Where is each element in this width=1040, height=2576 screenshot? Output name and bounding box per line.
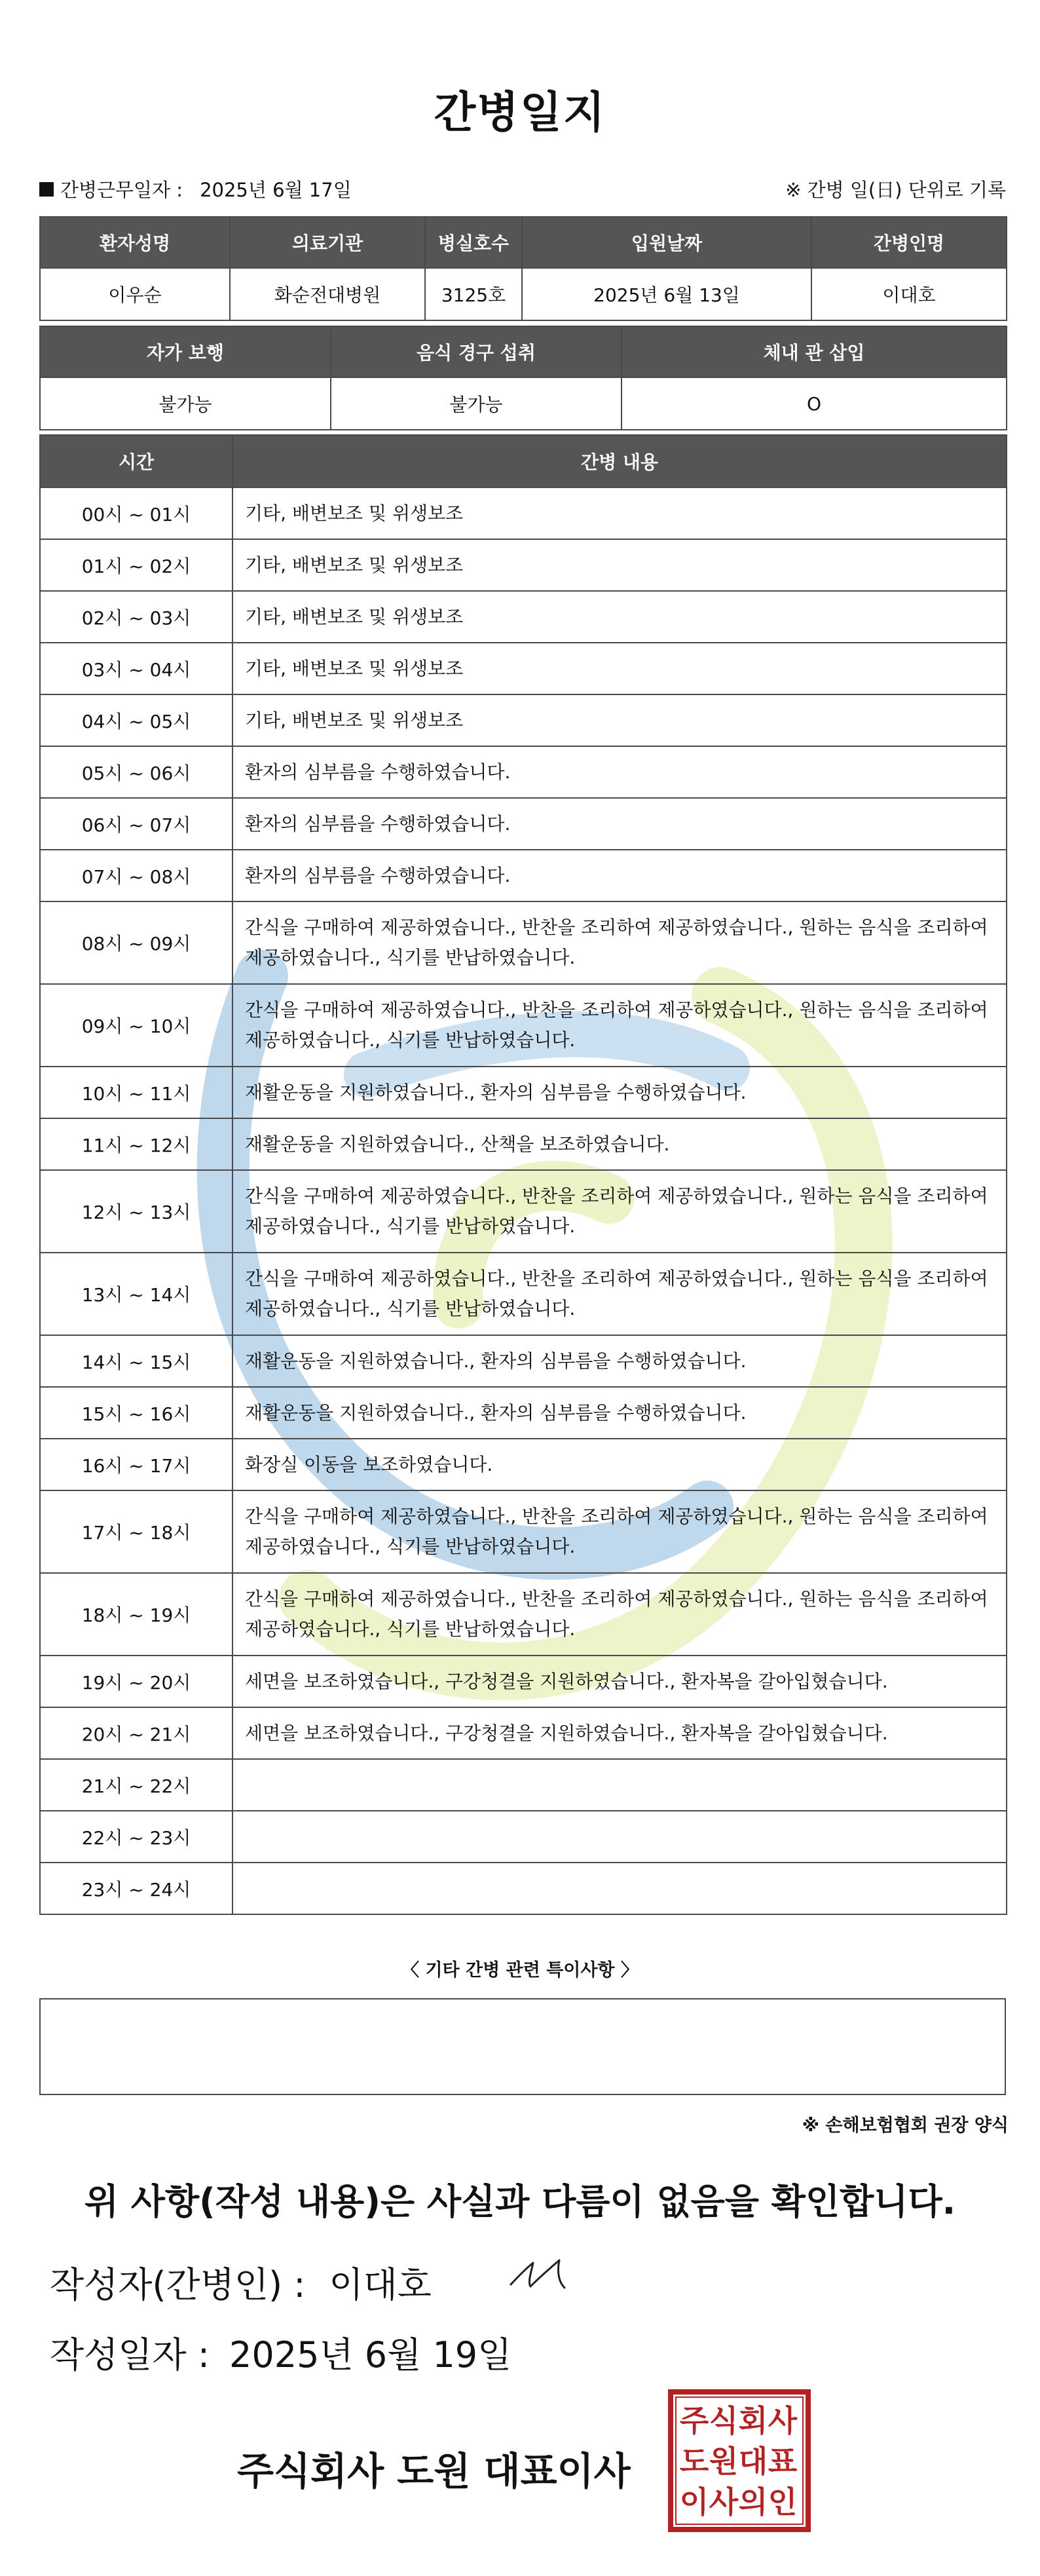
content-cell: 간식을 구매하여 제공하였습니다., 반찬을 조리하여 제공하였습니다., 원하는 음식을 조리하여 제공하였습니다., 식기를 반납하였습니다. bbox=[232, 1490, 1007, 1573]
duty-date-value: 2025년 6월 17일 bbox=[200, 179, 352, 201]
duty-date-label: 간병근무일자 : bbox=[60, 179, 183, 201]
header-tube-insertion: 체내 관 삽입 bbox=[622, 326, 1007, 377]
patient-info-table bbox=[39, 216, 1007, 321]
time-cell: 02시 ~ 03시 bbox=[40, 591, 232, 643]
header-admission-date: 입원날짜 bbox=[522, 217, 811, 268]
time-cell: 09시 ~ 10시 bbox=[40, 984, 232, 1067]
table-row bbox=[40, 643, 1007, 694]
svg-text:사: 사 bbox=[709, 2484, 739, 2520]
table-row bbox=[40, 1811, 1007, 1863]
content-cell bbox=[232, 1811, 1007, 1863]
content-cell: 재활운동을 지원하였습니다., 산책을 보조하였습니다. bbox=[232, 1118, 1007, 1170]
content-cell: 기타, 배변보조 및 위생보조 bbox=[232, 643, 1007, 694]
header-room: 병실호수 bbox=[425, 217, 522, 268]
unit-note: ※ 간병 일(日) 단위로 기록 bbox=[785, 179, 1006, 201]
admission-date: 2025년 6월 13일 bbox=[522, 268, 811, 320]
writer-name: 이대호 bbox=[329, 2264, 432, 2305]
care-log-table bbox=[39, 434, 1007, 1915]
header-walking: 자가 보행 bbox=[40, 326, 331, 377]
patient-status-table bbox=[39, 326, 1007, 430]
table-row bbox=[40, 1387, 1007, 1439]
table-row bbox=[40, 694, 1007, 746]
table-row bbox=[40, 1707, 1007, 1759]
writer-line bbox=[50, 2257, 432, 2307]
content-cell: 간식을 구매하여 제공하였습니다., 반찬을 조리하여 제공하였습니다., 원하는 음식을 조리하여 제공하였습니다., 식기를 반납하였습니다. bbox=[232, 901, 1007, 984]
svg-text:사: 사 bbox=[768, 2403, 798, 2438]
svg-text:식: 식 bbox=[709, 2403, 739, 2438]
time-cell: 23시 ~ 24시 bbox=[40, 1863, 232, 1914]
time-cell: 00시 ~ 01시 bbox=[40, 487, 232, 539]
svg-text:이: 이 bbox=[679, 2484, 709, 2520]
content-cell: 세면을 보조하였습니다., 구강청결을 지원하였습니다., 환자복을 갈아입혔습니다. bbox=[232, 1707, 1007, 1759]
oral-intake-value: 불가능 bbox=[331, 377, 622, 430]
header-oral-intake: 음식 경구 섭취 bbox=[331, 326, 622, 377]
table-row bbox=[40, 1253, 1007, 1335]
time-cell: 14시 ~ 15시 bbox=[40, 1335, 232, 1387]
room-number: 3125호 bbox=[425, 268, 522, 320]
table-row bbox=[40, 1170, 1007, 1253]
content-cell bbox=[232, 1863, 1007, 1914]
hospital: 화순전대병원 bbox=[230, 268, 425, 320]
table-row bbox=[40, 901, 1007, 984]
caregiver-name: 이대호 bbox=[811, 268, 1007, 320]
content-cell: 기타, 배변보조 및 위생보조 bbox=[232, 539, 1007, 591]
table-row bbox=[40, 984, 1007, 1067]
write-date-value: 2025년 6월 19일 bbox=[229, 2334, 512, 2376]
time-cell: 21시 ~ 22시 bbox=[40, 1759, 232, 1811]
patient-name: 이우순 bbox=[40, 268, 230, 320]
svg-text:원: 원 bbox=[709, 2444, 739, 2479]
content-cell: 간식을 구매하여 제공하였습니다., 반찬을 조리하여 제공하였습니다., 원하는 음식을 조리하여 제공하였습니다., 식기를 반납하였습니다. bbox=[232, 984, 1007, 1067]
time-cell: 16시 ~ 17시 bbox=[40, 1439, 232, 1490]
time-cell: 17시 ~ 18시 bbox=[40, 1490, 232, 1573]
table-row bbox=[40, 1118, 1007, 1170]
header-time: 시간 bbox=[40, 435, 232, 487]
content-cell: 간식을 구매하여 제공하였습니다., 반찬을 조리하여 제공하였습니다., 원하는 음식을 조리하여 제공하였습니다., 식기를 반납하였습니다. bbox=[232, 1170, 1007, 1253]
time-cell: 19시 ~ 20시 bbox=[40, 1656, 232, 1707]
svg-text:회: 회 bbox=[738, 2403, 768, 2438]
time-cell: 11시 ~ 12시 bbox=[40, 1118, 232, 1170]
table-row bbox=[40, 1067, 1007, 1118]
write-date-label: 작성일자 : bbox=[50, 2334, 210, 2376]
time-cell: 03시 ~ 04시 bbox=[40, 643, 232, 694]
recommend-note: ※ 손해보험협회 권장 양식 bbox=[802, 2115, 1009, 2136]
svg-text:도: 도 bbox=[679, 2444, 709, 2479]
company-seal-icon bbox=[667, 2388, 812, 2533]
company-name: 주식회사 도원 대표이사 bbox=[237, 2449, 631, 2493]
content-cell: 재활운동을 지원하였습니다., 환자의 심부름을 수행하였습니다. bbox=[232, 1067, 1007, 1118]
svg-text:표: 표 bbox=[768, 2444, 798, 2479]
table-row bbox=[40, 1759, 1007, 1811]
table-row bbox=[40, 798, 1007, 850]
content-cell: 기타, 배변보조 및 위생보조 bbox=[232, 487, 1007, 539]
time-cell: 12시 ~ 13시 bbox=[40, 1170, 232, 1253]
table-row bbox=[40, 1863, 1007, 1914]
table-row bbox=[40, 1573, 1007, 1656]
write-date-line bbox=[50, 2327, 511, 2377]
time-cell: 08시 ~ 09시 bbox=[40, 901, 232, 984]
content-cell: 기타, 배변보조 및 위생보조 bbox=[232, 694, 1007, 746]
content-cell: 간식을 구매하여 제공하였습니다., 반찬을 조리하여 제공하였습니다., 원하는 음식을 조리하여 제공하였습니다., 식기를 반납하였습니다. bbox=[232, 1253, 1007, 1335]
time-cell: 04시 ~ 05시 bbox=[40, 694, 232, 746]
table-row bbox=[40, 487, 1007, 539]
writer-label: 작성자(간병인) : bbox=[50, 2264, 306, 2305]
content-cell: 환자의 심부름을 수행하였습니다. bbox=[232, 850, 1007, 901]
time-cell: 18시 ~ 19시 bbox=[40, 1573, 232, 1656]
content-cell: 화장실 이동을 보조하였습니다. bbox=[232, 1439, 1007, 1490]
content-cell: 재활운동을 지원하였습니다., 환자의 심부름을 수행하였습니다. bbox=[232, 1387, 1007, 1439]
content-cell: 간식을 구매하여 제공하였습니다., 반찬을 조리하여 제공하였습니다., 원하는 음식을 조리하여 제공하였습니다., 식기를 반납하였습니다. bbox=[232, 1573, 1007, 1656]
header-care-content: 간병 내용 bbox=[232, 435, 1007, 487]
time-cell: 01시 ~ 02시 bbox=[40, 539, 232, 591]
svg-text:의: 의 bbox=[738, 2484, 768, 2520]
time-cell: 15시 ~ 16시 bbox=[40, 1387, 232, 1439]
time-cell: 10시 ~ 11시 bbox=[40, 1067, 232, 1118]
duty-date-line bbox=[39, 176, 352, 202]
square-bullet-icon bbox=[39, 182, 54, 197]
content-cell: 환자의 심부름을 수행하였습니다. bbox=[232, 798, 1007, 850]
content-cell bbox=[232, 1759, 1007, 1811]
page-title: 간병일지 bbox=[434, 87, 606, 138]
time-cell: 07시 ~ 08시 bbox=[40, 850, 232, 901]
table-row bbox=[40, 850, 1007, 901]
walking-value: 불가능 bbox=[40, 377, 331, 430]
header-patient-name: 환자성명 bbox=[40, 217, 230, 268]
time-cell: 20시 ~ 21시 bbox=[40, 1707, 232, 1759]
time-cell: 06시 ~ 07시 bbox=[40, 798, 232, 850]
content-cell: 재활운동을 지원하였습니다., 환자의 심부름을 수행하였습니다. bbox=[232, 1335, 1007, 1387]
time-cell: 13시 ~ 14시 bbox=[40, 1253, 232, 1335]
time-cell: 05시 ~ 06시 bbox=[40, 746, 232, 798]
header-caregiver-name: 간병인명 bbox=[811, 217, 1007, 268]
content-cell: 기타, 배변보조 및 위생보조 bbox=[232, 591, 1007, 643]
table-row bbox=[40, 539, 1007, 591]
table-row bbox=[40, 1490, 1007, 1573]
confirmation-statement: 위 사항(작성 내용)은 사실과 다름이 없음을 확인합니다. bbox=[84, 2181, 956, 2222]
table-row bbox=[40, 1656, 1007, 1707]
remarks-title: 〈 기타 간병 관련 특이사항 〉 bbox=[401, 1960, 639, 1980]
table-row bbox=[40, 1335, 1007, 1387]
svg-text:인: 인 bbox=[768, 2484, 798, 2520]
signature-icon bbox=[504, 2248, 576, 2301]
table-row bbox=[40, 591, 1007, 643]
svg-text:대: 대 bbox=[738, 2444, 768, 2479]
content-cell: 환자의 심부름을 수행하였습니다. bbox=[232, 746, 1007, 798]
remarks-box bbox=[39, 1998, 1006, 2095]
tube-insertion-value: O bbox=[622, 377, 1007, 430]
table-row bbox=[40, 1439, 1007, 1490]
table-row bbox=[40, 746, 1007, 798]
svg-text:주: 주 bbox=[679, 2403, 709, 2438]
content-cell: 세면을 보조하였습니다., 구강청결을 지원하였습니다., 환자복을 갈아입혔습니다. bbox=[232, 1656, 1007, 1707]
time-cell: 22시 ~ 23시 bbox=[40, 1811, 232, 1863]
header-hospital: 의료기관 bbox=[230, 217, 425, 268]
